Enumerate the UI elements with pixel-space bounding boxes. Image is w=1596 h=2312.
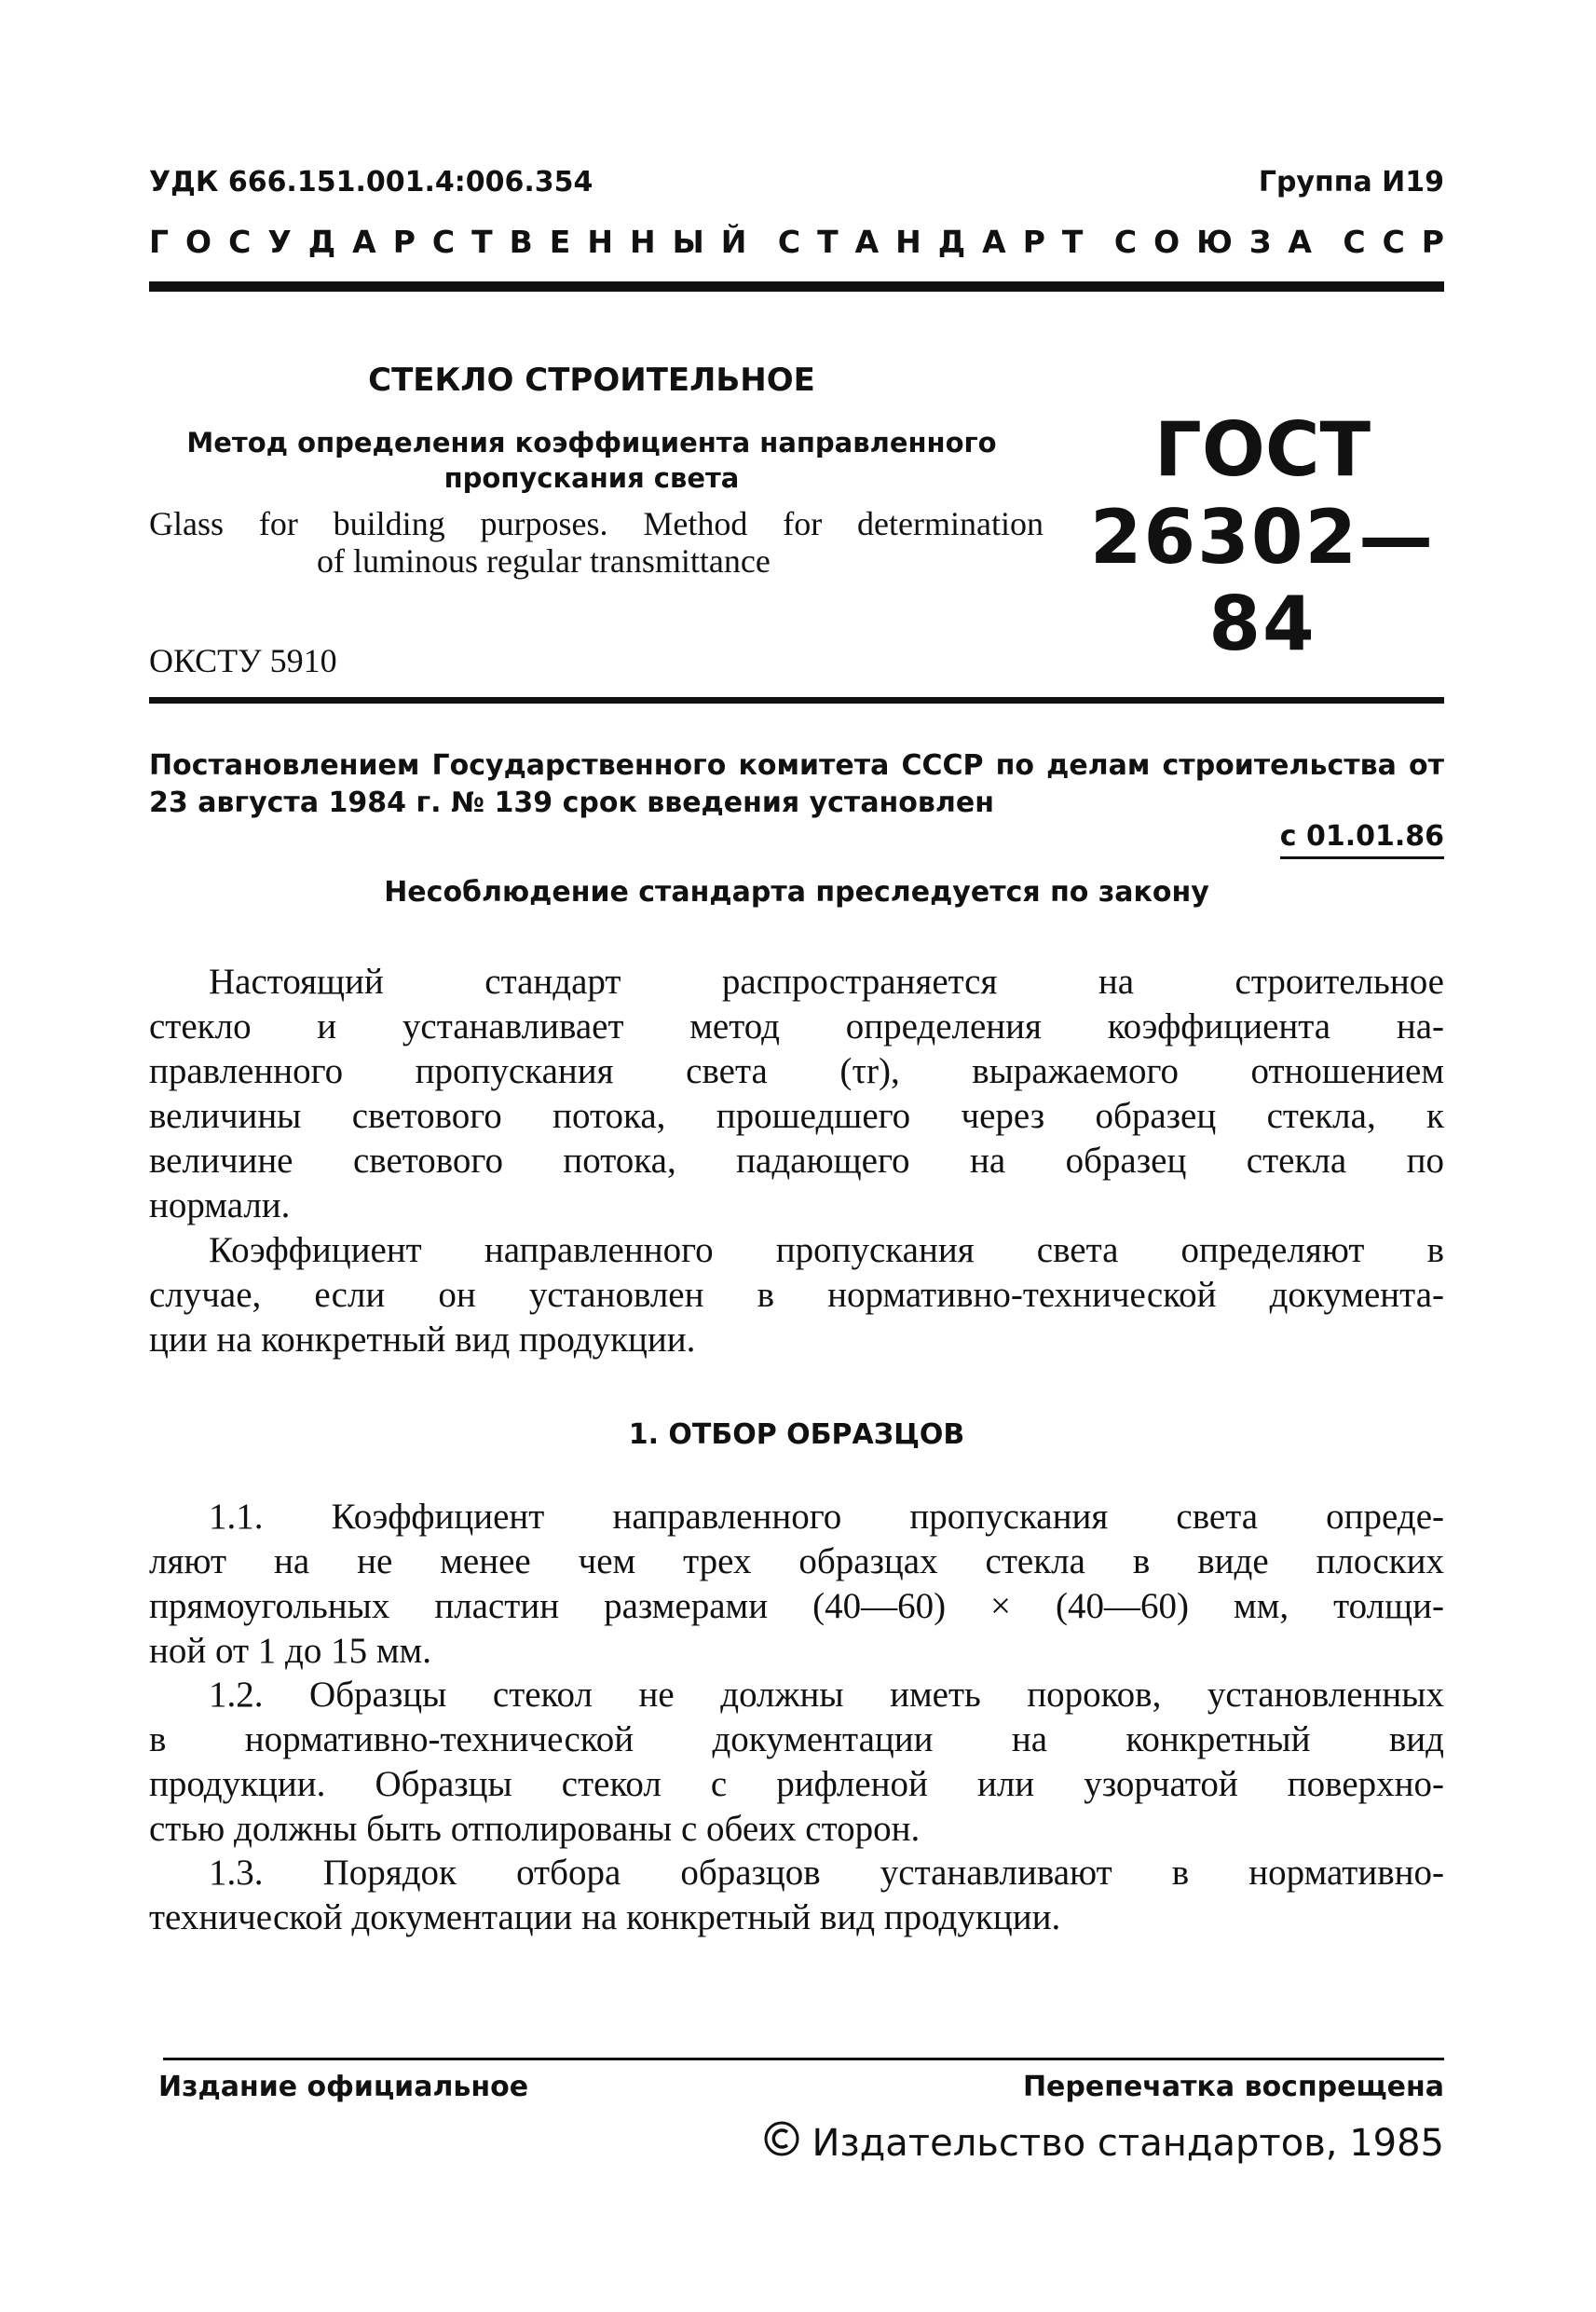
- heading-word: С Т А Н Д А Р Т: [777, 224, 1084, 260]
- footer-rule: [163, 2058, 1444, 2060]
- copyright-icon: [763, 2120, 800, 2167]
- reprint-notice: Перепечатка воспрещена: [1022, 2071, 1444, 2103]
- header-rule: [149, 281, 1444, 292]
- clause-1-3: [149, 1851, 1444, 1940]
- paragraph-line: ляют на не менее чем трех образцах стекла в виде плоских: [149, 1541, 1444, 1581]
- paragraph-line: Коэффициент направленного пропускания света определяют в: [209, 1230, 1444, 1270]
- paragraph-line: продукции. Образцы стекол с рифленой или узорчатой поверхно-: [149, 1764, 1444, 1804]
- publisher-text: Издательство стандартов, 1985: [812, 2122, 1444, 2165]
- paragraph-line: нормали.: [149, 1185, 291, 1225]
- paragraph-line: 1.1. Коэффициент направленного пропускания света опреде-: [209, 1497, 1444, 1537]
- heading-word: С О Ю З А: [1113, 224, 1312, 260]
- paragraph-line: 1.2. Образцы стекол не должны иметь пороков, установленных: [209, 1675, 1444, 1715]
- gost-number: 26302—84: [1089, 494, 1436, 667]
- english-title: [149, 505, 1044, 580]
- intro-paragraph: [149, 960, 1444, 1228]
- paragraph-line: Настоящий стандарт распространяется на строительное: [209, 962, 1444, 1002]
- section-rule: [149, 697, 1444, 704]
- decree-line-1: Постановлением Государственного комитета СССР по делам строительства от: [149, 749, 1444, 782]
- paragraph-line: величины светового потока, прошедшего через образец стекла, к: [149, 1096, 1444, 1136]
- okstu-code: ОКСТУ 5910: [149, 642, 337, 679]
- paragraph-line: величине светового потока, падающего на образец стекла по: [149, 1141, 1444, 1181]
- legal-warning: Несоблюдение стандарта преследуется по закону: [384, 876, 1209, 909]
- udk-code: УДК 666.151.001.4:006.354: [149, 166, 593, 198]
- paragraph-line: ции на конкретный вид продукции.: [149, 1320, 696, 1360]
- english-title-line-2: of luminous regular transmittance: [317, 542, 771, 580]
- effective-date: с 01.01.86: [1280, 820, 1444, 859]
- paragraph-line: стекло и устанавливает метод определения коэффициента на-: [149, 1006, 1444, 1047]
- heading-word: Г О С У Д А Р С Т В Е Н Н Ы Й: [149, 224, 747, 260]
- section-title: 1. ОТБОР ОБРАЗЦОВ: [628, 1418, 965, 1451]
- paragraph-line: случае, если он установлен в нормативно-технической документа-: [149, 1275, 1444, 1315]
- decree-text: [149, 747, 1444, 822]
- paragraph-line: прямоугольных пластин размерами (40—60) × (40—60) мм, толщи-: [149, 1586, 1444, 1626]
- decree-line-2: 23 августа 1984 г. № 139 срок введения установлен: [149, 787, 994, 819]
- document-title: СТЕКЛО СТРОИТЕЛЬНОЕ: [368, 362, 815, 399]
- state-standard-heading: [149, 224, 1444, 260]
- scope-paragraph: [149, 1228, 1444, 1362]
- paragraph-line: ной от 1 до 15 мм.: [149, 1631, 431, 1671]
- group-code: Группа И19: [1258, 166, 1444, 198]
- official-edition: Издание официальное: [158, 2071, 529, 2103]
- heading-word: С С Р: [1343, 224, 1444, 260]
- paragraph-line: 1.3. Порядок отбора образцов устанавливают в нормативно-: [209, 1853, 1444, 1893]
- document-subtitle: [149, 425, 1034, 496]
- subtitle-line-1: Метод определения коэффициента направленного: [186, 427, 997, 458]
- english-title-line-1: Glass for building purposes. Method for determination: [149, 505, 1044, 542]
- paragraph-line: в нормативно-технической документации на конкретный вид: [149, 1719, 1444, 1759]
- paragraph-line: правленного пропускания света (τr), выражаемого отношением: [149, 1051, 1444, 1091]
- gost-label: ГОСТ: [1153, 406, 1371, 493]
- paragraph-line: технической документации на конкретный вид продукции.: [149, 1897, 1061, 1937]
- paragraph-line: стью должны быть отполированы с обеих сторон.: [149, 1809, 921, 1849]
- publisher-line: [763, 2120, 1444, 2167]
- subtitle-line-2: пропускания света: [443, 462, 740, 494]
- clause-1-2: [149, 1673, 1444, 1852]
- clause-1-1: [149, 1495, 1444, 1674]
